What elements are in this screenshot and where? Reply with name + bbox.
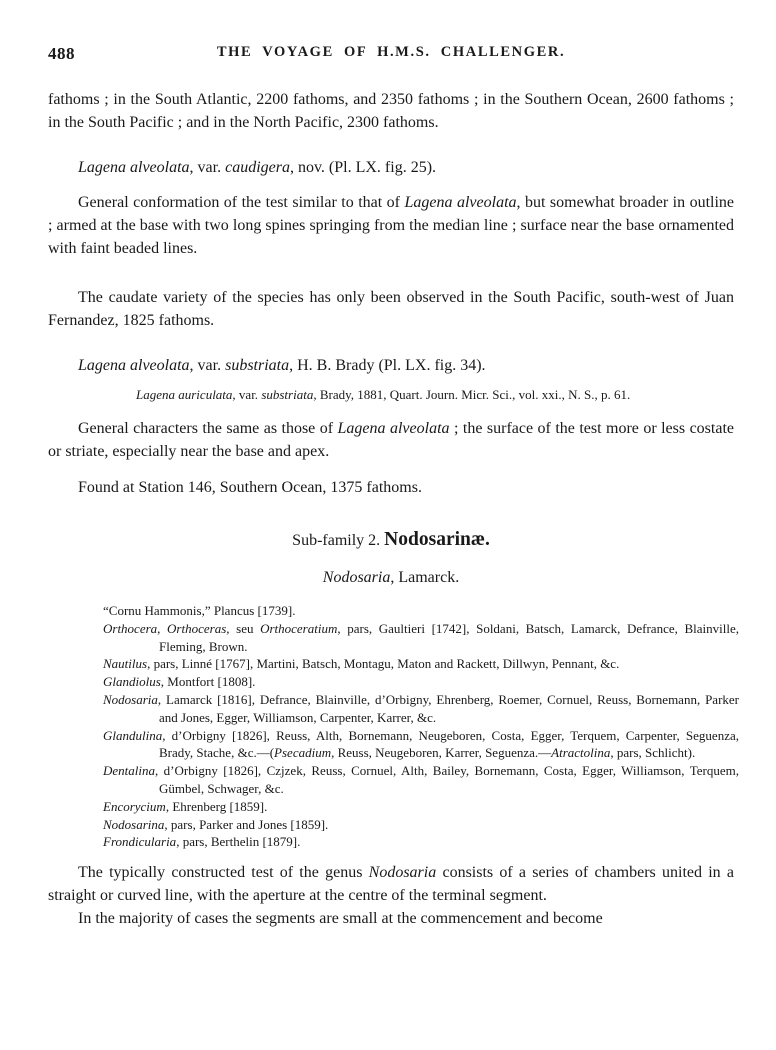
synonymy-list bbox=[103, 602, 739, 851]
synonymy-entry: Encorycium, Ehrenberg [1859]. bbox=[103, 798, 268, 814]
species-heading-substriata: Lagena alveolata, var. substriata, H. B. Brady (Pl. LX. fig. 34). bbox=[78, 357, 486, 374]
synonymy-entry: Glandulina, d’Orbigny [1826], Reuss, Alth, Bornemann, Neugeboren, Costa, Egger, Terquem, Carpenter, Seguenza, Brady, Stache, &c.—(Psecadium, Reuss, Neugeboren, Karrer, Seguenza.—Atractolina, pars, Schlicht). bbox=[103, 727, 739, 761]
paragraph-caudigera-distribution: The caudate variety of the species has only been observed in the South Pacific, south-west of Juan Fernandez, 1825 fathoms. bbox=[48, 289, 734, 329]
synonymy-entry: “Cornu Hammonis,” Plancus [1739]. bbox=[103, 603, 296, 618]
synonymy-entry: Frondicularia, pars, Berthelin [1879]. bbox=[103, 834, 301, 850]
paragraph-genus-description: The typically constructed test of the genus Nodosaria consists of a series of chambers united in a straight or curved line, with the aperture at the centre of the terminal segment. bbox=[48, 864, 735, 905]
synonymy-entry: Nodosaria, Lamarck [1816], Defrance, Blainville, d’Orbigny, Ehrenberg, Roemer, Cornuel, Reuss, Bornemann, Parker and Jones, Egger, Williamson, Carpenter, Karrer, &c. bbox=[103, 691, 739, 725]
synonymy-entry: Orthocera, Orthoceras, seu Orthoceratium, pars, Gaultieri [1742], Soldani, Batsch, Lamarck, Defrance, Blainville, Fleming, Brown. bbox=[103, 620, 739, 654]
page-header bbox=[48, 44, 734, 64]
page-number: 488 bbox=[48, 44, 75, 63]
subfamily-heading: Sub-family 2. Nodosarinæ. bbox=[292, 529, 490, 550]
synonym-citation: Lagena auriculata, var. substriata, Brady, 1881, Quart. Journ. Micr. Sci., vol. xxi., N. S., p. 61. bbox=[136, 387, 631, 402]
species-heading-caudigera: Lagena alveolata, var. caudigera, nov. (Pl. LX. fig. 25). bbox=[78, 159, 437, 176]
paragraph-final: In the majority of cases the segments are small at the commencement and become bbox=[78, 910, 603, 928]
synonymy-entry: Glandiolus, Montfort [1808]. bbox=[103, 674, 256, 690]
synonymy-entry: Nautilus, pars, Linné [1767], Martini, Batsch, Montagu, Maton and Rackett, Dillwyn, Pennant, &c. bbox=[103, 656, 620, 672]
paragraph-substriata-description: General characters the same as those of Lagena alveolata ; the surface of the test more or less costate or striate, especially near the base and apex. bbox=[48, 420, 734, 460]
paragraph-substriata-occurrence: Found at Station 146, Southern Ocean, 1375 fathoms. bbox=[78, 479, 422, 496]
synonymy-entry: Dentalina, d’Orbigny [1826], Czjzek, Reuss, Cornuel, Alth, Bailey, Bornemann, Costa, Egger, Williamson, Terquem, Gümbel, Schwager, &c. bbox=[103, 763, 739, 796]
running-title: THE VOYAGE OF H.M.S. CHALLENGER. bbox=[216, 44, 566, 60]
paragraph-depth-records: fathoms ; in the South Atlantic, 2200 fathoms, and 2350 fathoms ; in the Southern Ocean, 2600 fathoms ; in the South Pacific ; and in the North Pacific, 2300 fathoms. bbox=[48, 91, 734, 131]
genus-heading: Nodosaria, Lamarck. bbox=[322, 569, 460, 586]
paragraph-caudigera-description: General conformation of the test similar to that of Lagena alveolata, but somewhat broader in outline ; armed at the base with two long spines springing from the median line ; surface near the base ornamented with faint beaded lines. bbox=[48, 194, 734, 257]
synonymy-entry: Nodosarina, pars, Parker and Jones [1859]. bbox=[103, 816, 329, 832]
